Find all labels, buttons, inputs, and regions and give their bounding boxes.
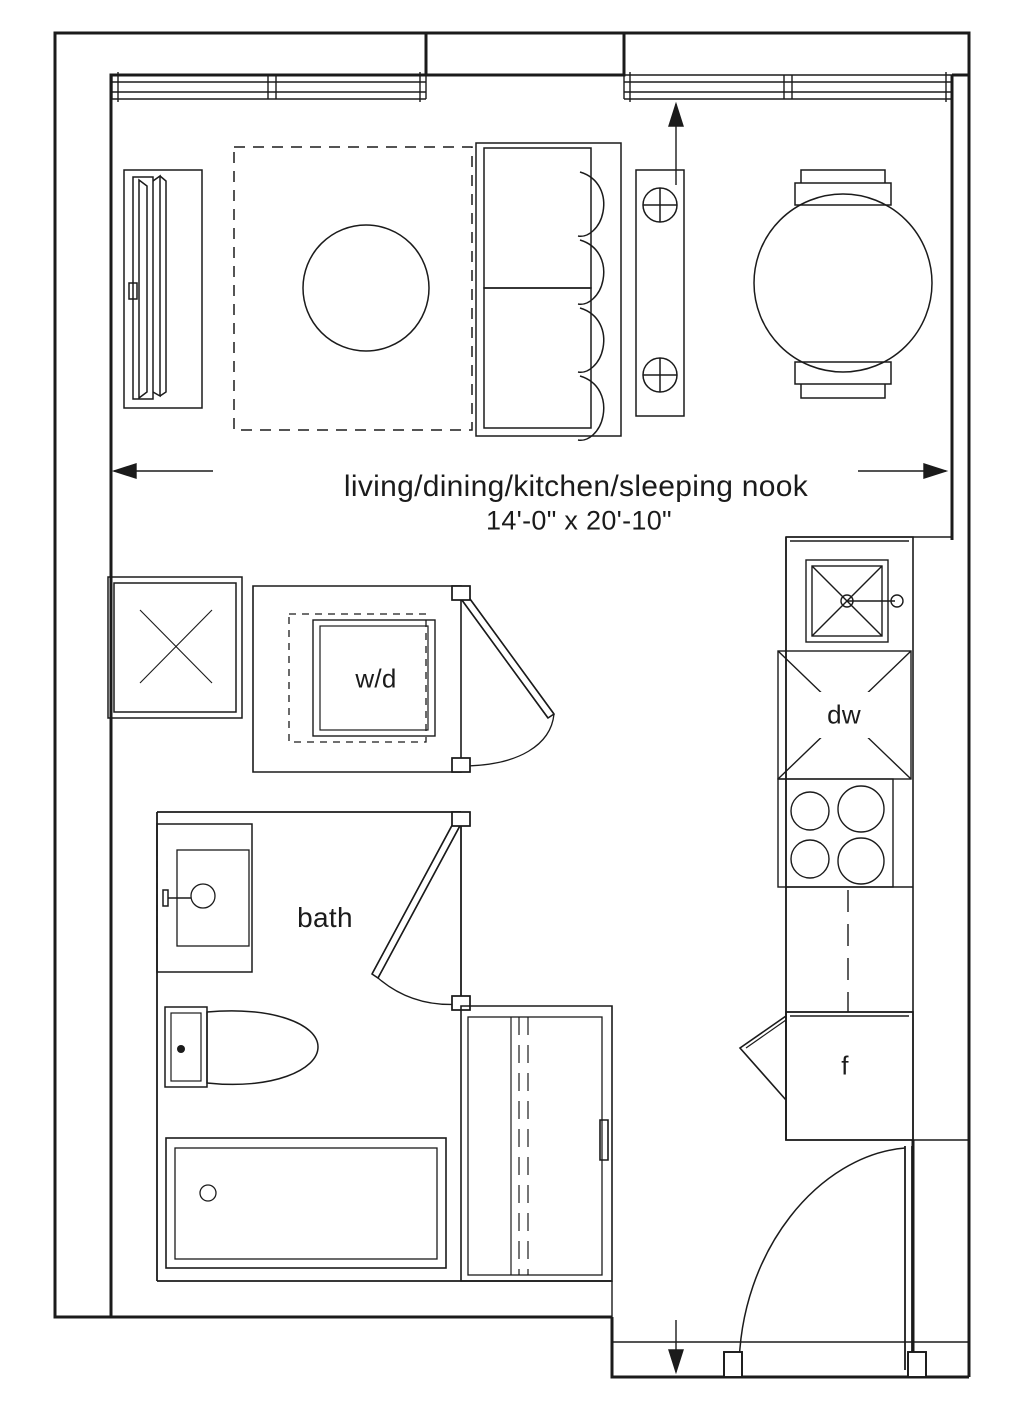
wd-closet-door	[452, 586, 554, 772]
area-rug	[234, 147, 472, 430]
room-label-main: living/dining/kitchen/sleeping nook	[343, 470, 809, 503]
room-label-bath: bath	[297, 902, 353, 933]
cooktop-range	[778, 779, 893, 887]
plan-detail-lines	[612, 537, 969, 1317]
lower-cabinets	[786, 887, 913, 1012]
tv-media-unit	[124, 170, 202, 408]
entry-door	[612, 1146, 969, 1377]
toilet	[165, 1007, 318, 1087]
bath-door	[372, 812, 470, 1010]
coffee-table	[303, 225, 429, 351]
refrigerator-unit	[740, 1012, 913, 1140]
room-dimensions-main: 14'-0" x 20'-10"	[486, 505, 672, 536]
entry-closet	[461, 1006, 612, 1281]
dining-table-chairs	[754, 170, 932, 398]
bathroom-vanity	[157, 824, 252, 972]
kitchen-sink	[806, 560, 903, 642]
side-table-lamps	[636, 170, 684, 416]
kitchen-counter-run	[786, 537, 913, 1140]
closet-shelf-unit	[108, 577, 242, 718]
appliance-label-washer-dryer: w/d	[355, 663, 397, 694]
bathtub	[166, 1138, 446, 1268]
appliance-label-dishwasher: dw	[827, 699, 861, 730]
sofa-bed	[476, 143, 621, 440]
bath-walls	[157, 812, 612, 1281]
appliance-label-refrigerator: f	[841, 1050, 849, 1081]
